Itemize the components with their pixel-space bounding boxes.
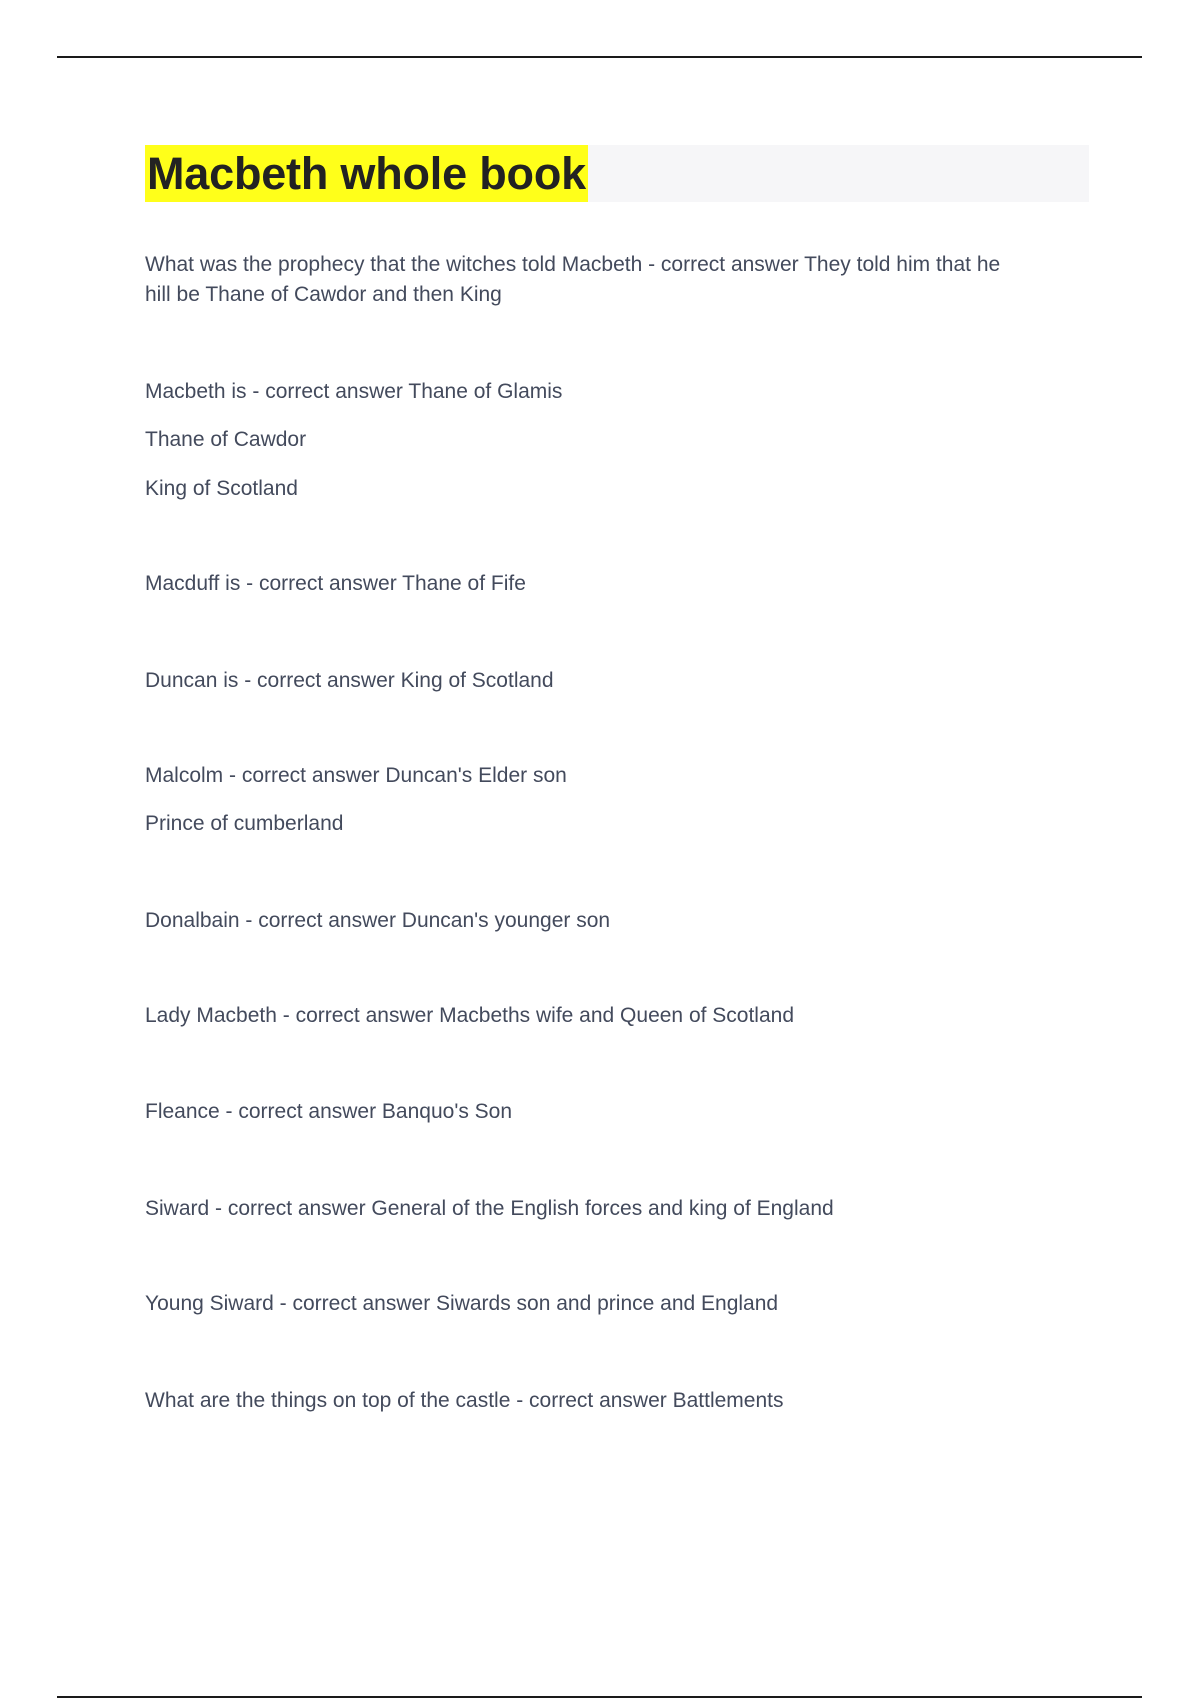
- text-line: King of Scotland: [145, 477, 298, 500]
- text-line: Donalbain - correct answer Duncan's younger son: [145, 909, 611, 932]
- text-line: What was the prophecy that the witches told Macbeth - correct answer They told him that he: [145, 253, 1001, 276]
- text-line: Macduff is - correct answer Thane of Fife: [145, 572, 526, 595]
- text-line: Thane of Cawdor: [145, 428, 307, 451]
- text-line: hill be Thane of Cawdor and then King: [145, 283, 502, 306]
- text-line: Siward - correct answer General of the English forces and king of England: [145, 1197, 834, 1220]
- text-line: Malcolm - correct answer Duncan's Elder son: [145, 764, 567, 787]
- text-line: Lady Macbeth - correct answer Macbeths wife and Queen of Scotland: [145, 1004, 795, 1027]
- text-line: Macbeth is - correct answer Thane of Glamis: [145, 380, 563, 403]
- text-line: Fleance - correct answer Banquo's Son: [145, 1100, 513, 1123]
- text-line: Duncan is - correct answer King of Scotland: [145, 669, 554, 692]
- title-bar: [145, 145, 1089, 202]
- text-line: What are the things on top of the castle - correct answer Battlements: [145, 1389, 784, 1412]
- page-title: Macbeth whole book: [145, 145, 588, 202]
- top-rule: [57, 56, 1142, 58]
- text-line: Prince of cumberland: [145, 812, 344, 835]
- bottom-rule: [57, 1696, 1142, 1698]
- text-line: Young Siward - correct answer Siwards son and prince and England: [145, 1292, 779, 1315]
